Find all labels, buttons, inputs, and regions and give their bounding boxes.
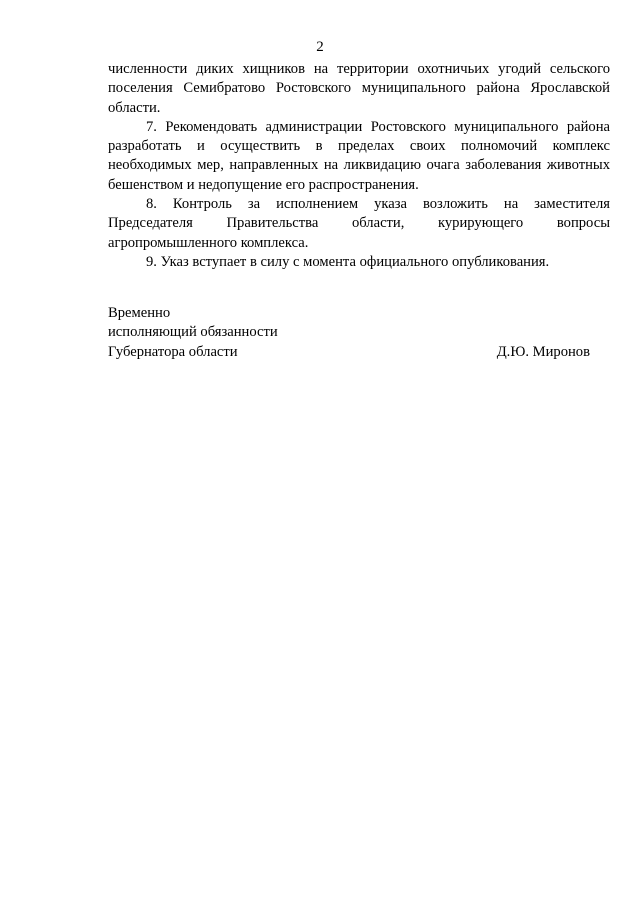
- paragraph-continuation: численности диких хищников на территории охотничьих угодий сельского поселения Семибратово Ростовского муниципального района Ярославской области.: [108, 61, 610, 116]
- signatory-row: [108, 343, 590, 362]
- paragraph-item-9: 9. Указ вступает в силу с момента официального опубликования.: [146, 253, 550, 270]
- decree-body: [108, 60, 610, 272]
- paragraph-item-7: 7. Рекомендовать администрации Ростовского муниципального района разработать и осуществить в пределах своих полномочий комплекс необходимых мер, направленных на ликвидацию очага заболевания животных бешенством и недопущение его распространения.: [108, 118, 610, 193]
- signatory-name: Д.Ю. Миронов: [496, 343, 590, 360]
- signatory-title-line-3: Губернатора области: [108, 343, 238, 360]
- page-number: 2: [316, 39, 324, 55]
- paragraph-item-8: 8. Контроль за исполнением указа возложить на заместителя Председателя Правительства области, курирующего вопросы агропромышленного комплекса.: [108, 196, 610, 251]
- signatory-title-line-1: Временно: [108, 305, 171, 321]
- signatory-title-line-2: исполняющий обязанности: [108, 324, 278, 341]
- signature-block: [108, 304, 610, 362]
